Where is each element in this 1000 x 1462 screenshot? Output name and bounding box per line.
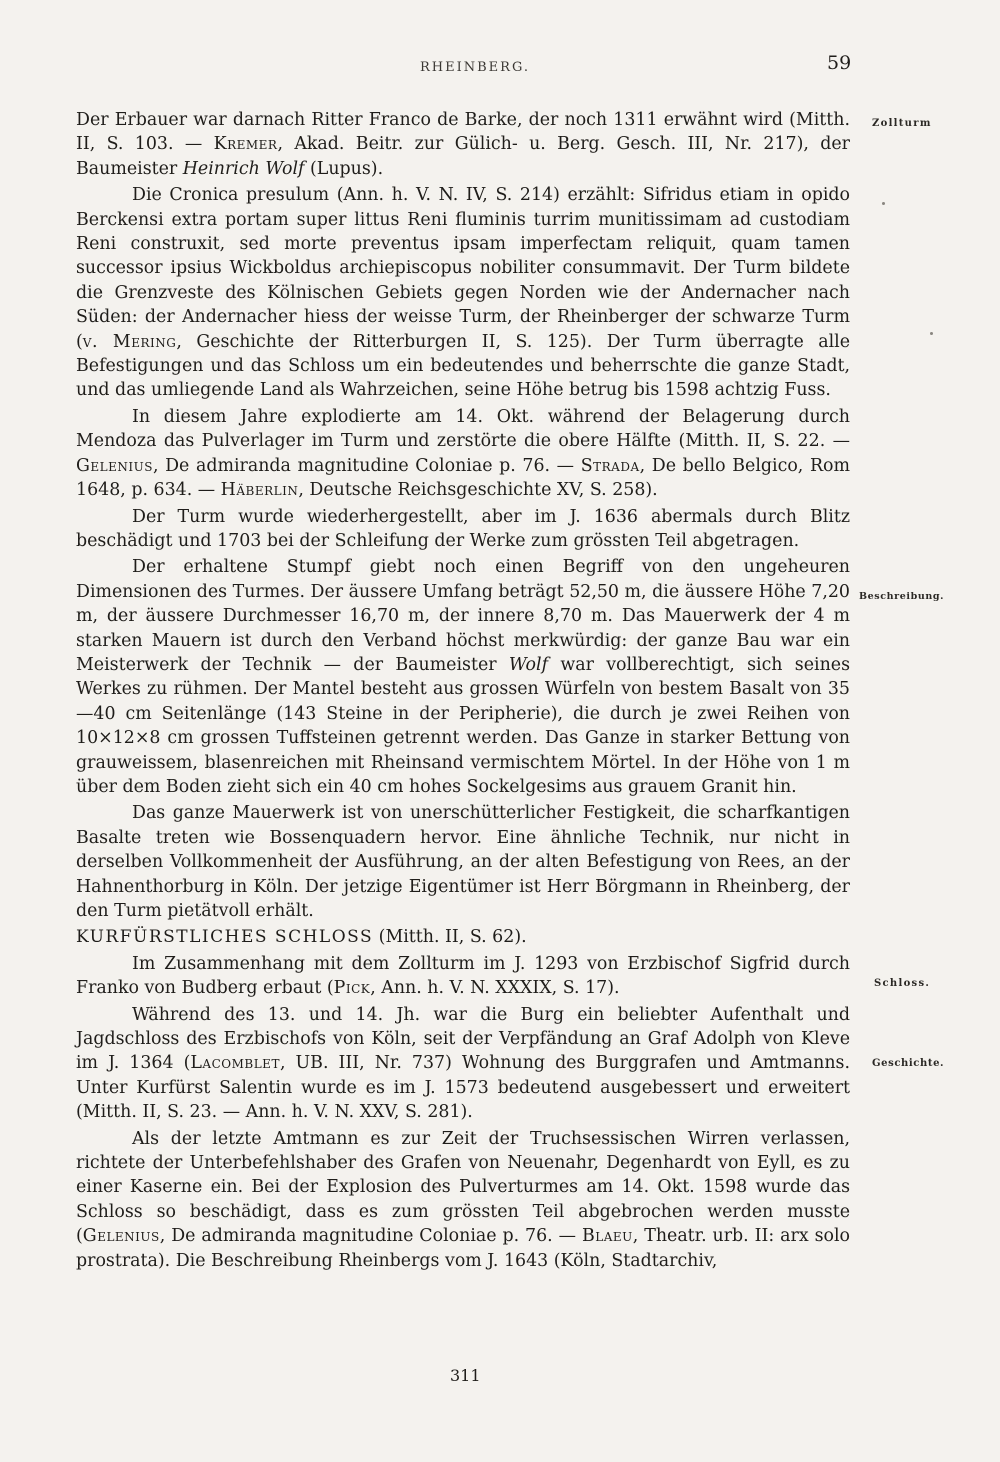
signature-number: 311 (450, 1366, 481, 1385)
paper-speck (882, 202, 885, 205)
paper-speck (930, 332, 933, 335)
paragraph-4: Der Turm wurde wiederhergestellt, aber im J. 1636 abermals durch Blitz beschädigt und 1703 bei der Schleifung der Werke zum grössten Teil abgetragen. (76, 506, 850, 551)
page-number: 59 (827, 52, 852, 74)
main-text (76, 108, 850, 1273)
margin-note-schloss: Schloss. (874, 978, 931, 989)
margin-note-geschichte: Geschichte. (872, 1058, 945, 1069)
paragraph-8: Während des 13. und 14. Jh. war die Burg ein beliebter Aufenthalt und Jagdschloss des Erzbischofs von Köln, seit der Verpfändung an Graf Adolph von Kleve im J. 1364 (Lacomblet, UB. III, Nr. 737) Wohnung des Burggrafen und Amtmanns. Unter Kurfürst Salentin wurde es im J. 1573 bedeutend ausgebessert und erweitert (Mitth. II, S. 23. — Ann. h. V. N. XXV, S. 281). (76, 1004, 850, 1123)
paragraph-2: Die Cronica presulum (Ann. h. V. N. IV, S. 214) erzählt: Sifridus etiam in opido Berckensi extra portam super littus Reni fluminis turrim munitissimam ad custodiam Reni construxit, sed morte preventus ipsam imperfectam reliquit, quam tamen successor ipsius Wickboldus archiepiscopus nobiliter consummavit. Der Turm bildete die Grenzveste des Kölnischen Gebiets gegen Norden wie der Andernacher nach Süden: der Andernacher hiess der weisse Turm, der Rheinberger der schwarze Turm (v. Mering, Geschichte der Ritterburgen II, S. 125). Der Turm überragte alle Befestigungen und das Schloss um ein bedeutendes und beherrschte die ganze Stadt, und das umliegende Land als Wahrzeichen, seine Höhe betrug bis 1598 achtzig Fuss. (76, 185, 850, 401)
paragraph-7: Im Zusammenhang mit dem Zollturm im J. 1293 von Erzbischof Sigfrid durch Franko von Budberg erbaut (Pick, Ann. h. V. N. XXXIX, S. 17). (76, 953, 850, 999)
paragraph-9: Als der letzte Amtmann es zur Zeit der Truchsessischen Wirren verlassen, richtete der Unterbefehlshaber des Grafen von Neuenahr, Degenhardt von Eyll, es zu einer Kaserne ein. Bei der Explosion des Pulverturmes am 14. Okt. 1598 wurde das Schloss so beschädigt, dass es zum grössten Teil abgebrochen werden musste (Gelenius, De admiranda magnitudine Coloniae p. 76. — Blaeu, Theatr. urb. II: arx solo prostrata). Die Beschreibung Rheinbergs vom J. 1643 (Köln, Stadtarchiv, (76, 1128, 851, 1271)
paragraph-1: Der Erbauer war darnach Ritter Franco de Barke, der noch 1311 erwähnt wird (Mitth. II, S. 103. — Kremer, Akad. Beitr. zur Gülich- u. Berg. Gesch. III, Nr. 217), der Baumeister Heinrich Wolf (Lupus). (76, 110, 850, 179)
section-heading (76, 925, 850, 949)
margin-note-beschreibung: Beschreibung. (859, 591, 944, 602)
section-title: KURFÜRSTLICHES SCHLOSS (76, 927, 374, 948)
paragraph-6: Das ganze Mauerwerk ist von unerschütterlicher Festigkeit, die scharfkantigen Basalte treten wie Bossenquadern hervor. Eine ähnliche Technik, nur nicht in derselben Vollkommenheit der Ausführung, an der alten Befestigung von Rees, an der Hahnenthorburg in Köln. Der jetzige Eigentümer ist Herr Börgmann in Rheinberg, der den Turm pietätvoll erhält. (76, 803, 850, 921)
running-title: RHEINBERG. (420, 60, 531, 75)
paragraph-5: Der erhaltene Stumpf giebt noch einen Begriff von den ungeheuren Dimensionen des Turmes. Der äussere Umfang beträgt 52,50 m, die äussere Höhe 7,20 m, der äussere Durchmesser 16,70 m, der innere 8,70 m. Das Mauerwerk der 4 m starken Mauern ist durch den Verband höchst merkwürdig: der ganze Bau war ein Meisterwerk der Technik — der Baumeister Wolf war vollberechtigt, sich seines Werkes zu rühmen. Der Mantel besteht aus grossen Würfeln von bestem Basalt von 35—40 cm Seitenlänge (143 Steine in der Peripherie), die durch je zwei Reihen von 10×12×8 cm grossen Tuffsteinen getrennt werden. Das Ganze in starker Bettung von grauweissem, blasenreichen mit Rheinsand vermischtem Mörtel. In der Höhe von 1 m über dem Boden zieht sich ein 40 cm hohes Sockelgesims aus grauem Granit hin. (76, 557, 851, 797)
paragraph-3: In diesem Jahre explodierte am 14. Okt. während der Belagerung durch Mendoza das Pulverlager im Turm und zerstörte die obere Hälfte (Mitth. II, S. 22. — Gelenius, De admiranda magnitudine Coloniae p. 76. — Strada, De bello Belgico, Rom 1648, p. 634. — Häberlin, Deutsche Reichsgeschichte XV, S. 258). (76, 406, 850, 501)
section-reference: (Mitth. II, S. 62). (373, 927, 527, 948)
margin-note-zollturm: Zollturm (872, 118, 932, 129)
